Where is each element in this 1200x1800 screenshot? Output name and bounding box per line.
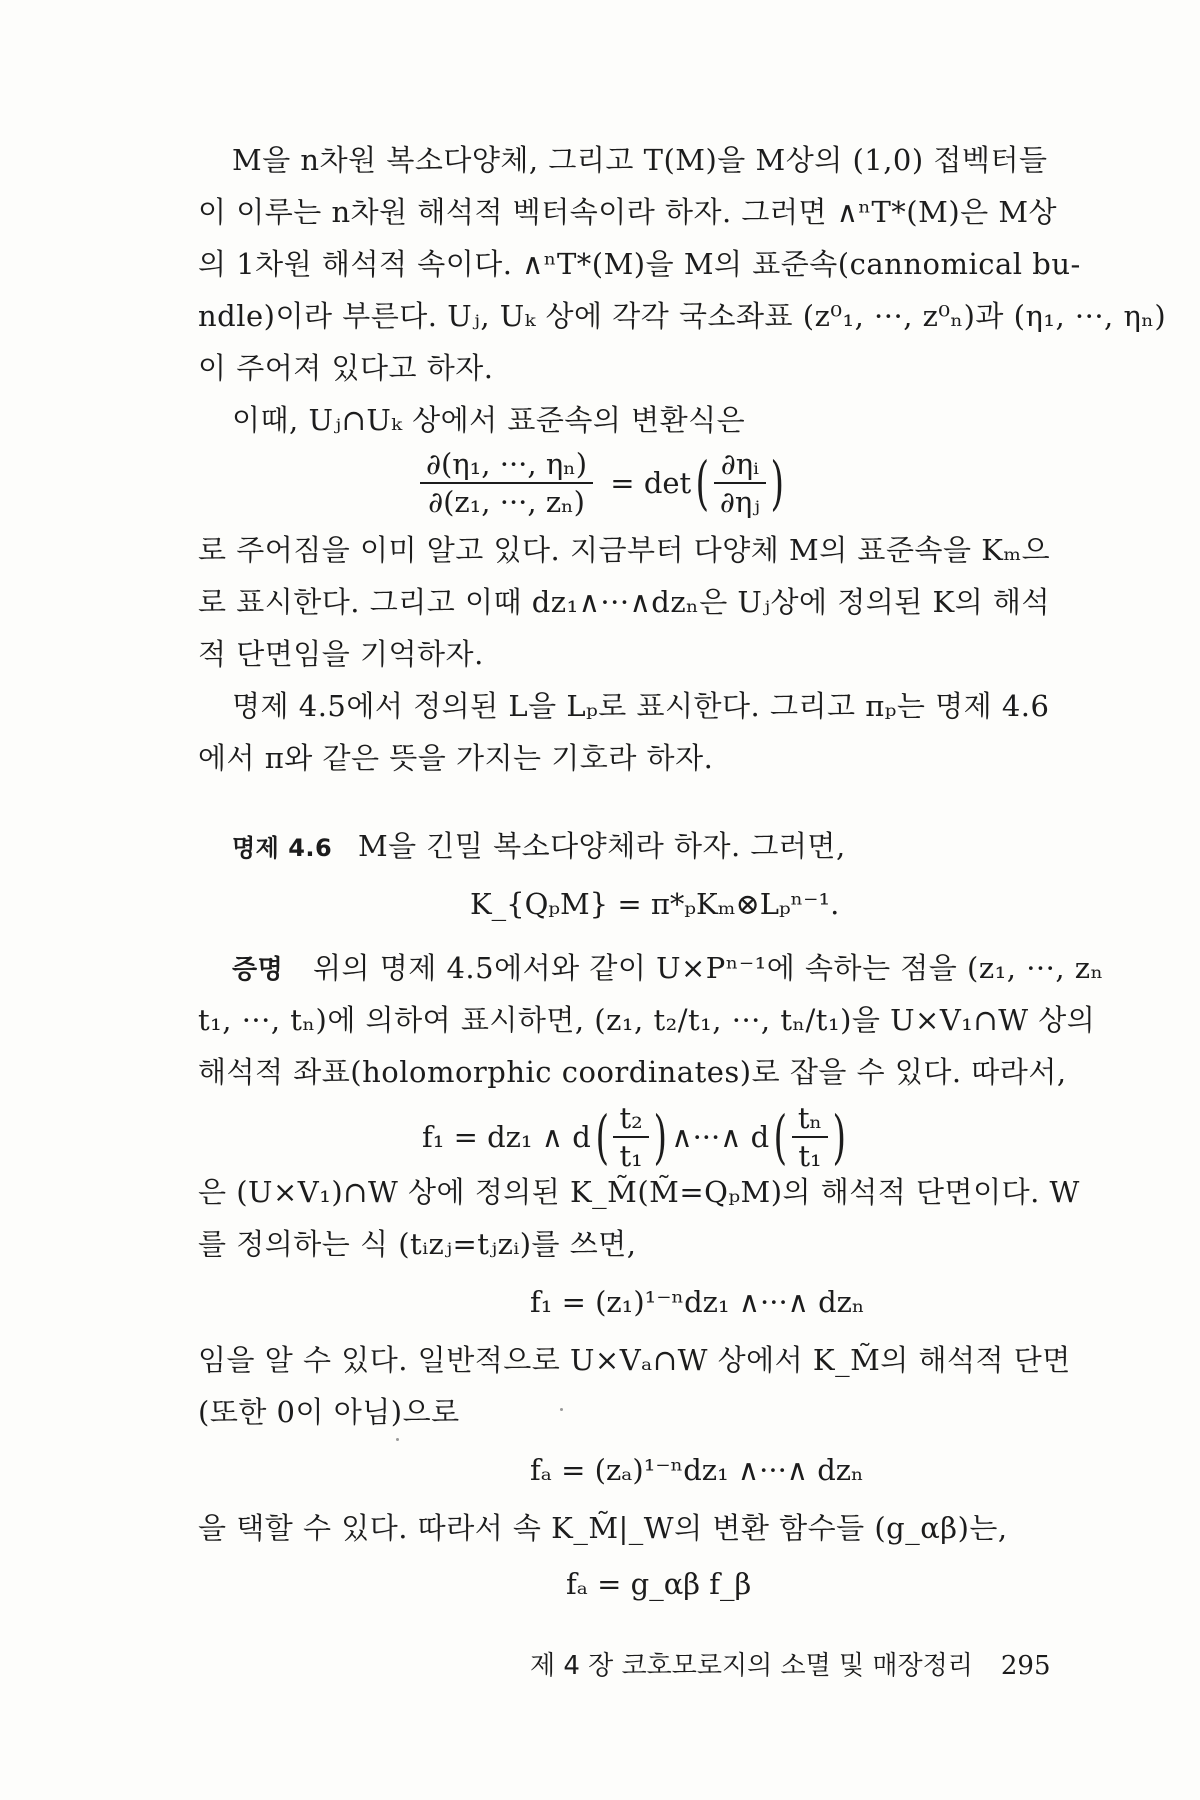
paragraph-line: 은 (U×V₁)∩W 상에 정의된 K_M̃(M̃=QₚM)의 해석적 단면이다. W xyxy=(198,1175,1080,1209)
paragraph-line: 에서 π와 같은 뜻을 가지는 기호라 하자. xyxy=(198,741,714,775)
proposition-label: 명제 4.6 xyxy=(232,834,333,862)
right-paren: ) xyxy=(770,449,784,517)
proof-text: 위의 명제 4.5에서와 같이 U×Pⁿ⁻¹에 속하는 점을 (z₁, ···, zₙ xyxy=(312,951,1104,985)
paragraph-line: M을 n차원 복소다양체, 그리고 T(M)을 M상의 (1,0) 접벡터들 xyxy=(232,143,1048,177)
chapter-title: 제 4 장 코호모로지의 소멸 및 매장정리 xyxy=(530,1651,973,1681)
fraction-numerator: ∂ηᵢ xyxy=(714,446,766,484)
paragraph-line: ndle)이라 부른다. Uⱼ, Uₖ 상에 각각 국소좌표 (z⁰₁, ···, z⁰ₙ)과 (η₁, ···, ηₙ) xyxy=(198,299,1167,333)
fraction-numerator: ∂(η₁, ···, ηₙ) xyxy=(420,446,593,484)
scan-speck xyxy=(396,1438,399,1441)
fraction-numerator: tₙ xyxy=(792,1100,828,1138)
fraction-denominator: ∂(z₁, ···, zₙ) xyxy=(428,485,585,519)
paragraph-line: 를 정의하는 식 (tᵢzⱼ=tⱼzᵢ)를 쓰면, xyxy=(198,1227,637,1261)
scan-speck xyxy=(560,1408,563,1411)
proposition-statement: M을 긴밀 복소다양체라 하자. 그러면, xyxy=(357,829,846,863)
right-paren: ) xyxy=(653,1103,667,1171)
paragraph-line: 명제 4.5에서 정의된 L을 Lₚ로 표시한다. 그리고 πₚ는 명제 4.6 xyxy=(232,689,1050,723)
formula-mid: ∧···∧ d xyxy=(671,1120,770,1154)
fraction xyxy=(420,446,593,520)
paragraph-line: 이 주어져 있다고 하자. xyxy=(198,351,494,385)
fraction-denominator: ∂ηⱼ xyxy=(719,485,760,519)
left-paren: ( xyxy=(695,449,710,517)
transition-formula: fₐ = g_αβ f_β xyxy=(566,1567,752,1601)
jacobian-formula xyxy=(420,446,789,520)
paragraph-line: 의 1차원 해석적 속이다. ∧ⁿT*(M)을 M의 표준속(cannomical bu- xyxy=(198,247,1081,281)
formula-lhs: f₁ = dz₁ ∧ d xyxy=(422,1120,591,1154)
paragraph-line: 해석적 좌표(holomorphic coordinates)로 잡을 수 있다. 따라서, xyxy=(198,1055,1067,1089)
paragraph-line: 을 택할 수 있다. 따라서 속 K_M̃|_W의 변환 함수들 (g_αβ)는, xyxy=(198,1511,1008,1545)
fraction xyxy=(613,1100,648,1174)
paragraph-line: 로 표시한다. 그리고 이때 dz₁∧···∧dzₙ은 Uⱼ상에 정의된 K의 해석 xyxy=(198,585,1050,619)
fraction xyxy=(792,1100,828,1174)
equals-det: = det xyxy=(610,466,692,500)
left-paren: ( xyxy=(773,1103,788,1171)
left-paren: ( xyxy=(595,1103,609,1171)
page-number: 295 xyxy=(1000,1651,1051,1681)
paragraph-line: t₁, ···, tₙ)에 의하여 표시하면, (z₁, t₂/t₁, ···, tₙ/t₁)을 U×V₁∩W 상의 xyxy=(198,1003,1096,1037)
paragraph-line: 이 이루는 n차원 해석적 벡터속이라 하자. 그러면 ∧ⁿT*(M)은 M상 xyxy=(198,195,1058,229)
f1-expansion-formula: f₁ = (z₁)¹⁻ⁿdz₁ ∧···∧ dzₙ xyxy=(530,1285,865,1319)
paragraph-line: 이때, Uⱼ∩Uₖ 상에서 표준속의 변환식은 xyxy=(232,403,746,437)
paragraph-line: 임을 알 수 있다. 일반적으로 U×Vₐ∩W 상에서 K_M̃의 해석적 단면 xyxy=(198,1343,1071,1377)
proof-line xyxy=(232,948,1104,990)
paragraph-line: 적 단면임을 기억하자. xyxy=(198,637,484,671)
f1-formula xyxy=(422,1100,851,1174)
paragraph-line: (또한 0이 아님)으로 xyxy=(198,1395,460,1429)
fa-formula: fₐ = (zₐ)¹⁻ⁿdz₁ ∧···∧ dzₙ xyxy=(530,1453,864,1487)
proposition-heading xyxy=(232,826,1094,868)
proposition-formula: K_{QₚM} = π*ₚKₘ⊗Lₚⁿ⁻¹. xyxy=(470,887,840,921)
fraction-denominator: t₁ xyxy=(619,1139,643,1173)
right-paren: ) xyxy=(832,1103,847,1171)
fraction xyxy=(714,446,766,520)
proof-label: 증명 xyxy=(232,955,284,985)
fraction-denominator: t₁ xyxy=(798,1139,822,1173)
running-footer xyxy=(530,1645,1051,1682)
paragraph-line: 로 주어짐을 이미 알고 있다. 지금부터 다양체 M의 표준속을 Kₘ으 xyxy=(198,533,1051,567)
fraction-numerator: t₂ xyxy=(613,1100,648,1138)
